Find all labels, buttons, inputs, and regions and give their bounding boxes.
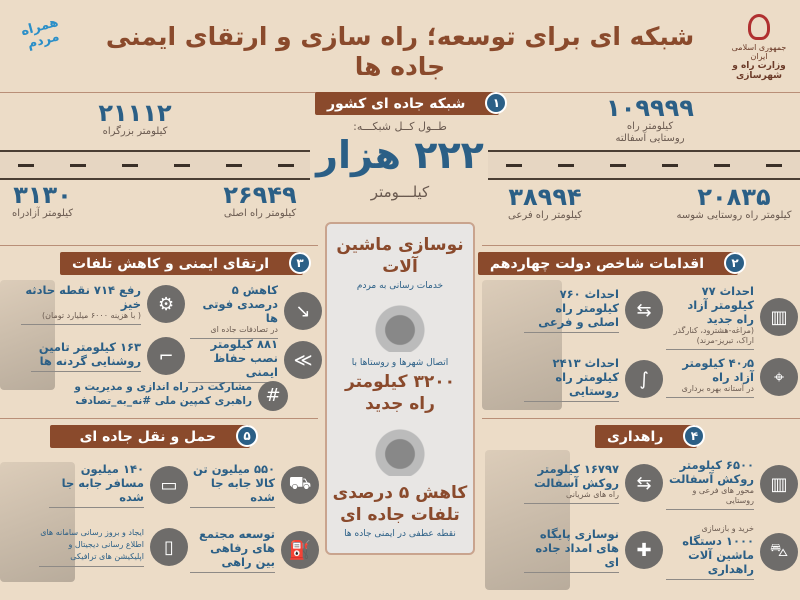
highway-icon: ▥	[760, 298, 798, 336]
list-item: ⇆ ۱۶۷۹۷ کیلومتر روکش آسفالت راه های شریانی	[524, 462, 663, 504]
section4-number: ۴	[683, 425, 705, 447]
list-item: ✚ نوسازی پایگاه های امداد جاده ای	[524, 527, 663, 573]
list-item: ⛽ توسعه مجتمع های رفاهی بین راهی	[190, 527, 319, 573]
bus-icon: ▭	[150, 466, 188, 504]
section2-header	[478, 252, 738, 275]
panel-subtext: اتصال شهرها و روستاها با	[351, 358, 449, 368]
section1-number: ۱	[485, 92, 507, 114]
list-item: ↘ کاهش ۵ درصدی فوتی ها در تصادفات جاده ای	[190, 283, 322, 339]
section2-title: اقدامات شاخص دولت چهاردهم	[489, 255, 704, 272]
list-item: ⌐ ۱۶۳ کیلومتر تامین روشنایی گردنه ها	[31, 337, 185, 375]
guardrail-icon: ≫	[284, 341, 322, 379]
section5-header	[50, 425, 250, 448]
section5-title: حمل و نقل جاده ای	[79, 428, 216, 445]
divider	[0, 245, 318, 246]
campaign-logo: همراه مردم	[19, 14, 61, 53]
ministry-line2: وزارت راه و شهرسازی	[732, 61, 786, 81]
medical-cross-icon: ✚	[625, 531, 663, 569]
stat-freeway: ۳۱۳۰ کیلومتر آزادراه	[11, 181, 73, 219]
road-right	[488, 150, 800, 180]
section3-header	[60, 252, 303, 275]
section1-title: شبکه جاده ای کشور	[327, 95, 466, 112]
list-item: ⛟ ۵۵۰ میلیون تن کالا جابه جا شده	[190, 462, 319, 508]
directions-icon: ⇆	[625, 291, 663, 329]
stat-rural-paved: ۱۰۹۹۹۹ کیلومتر راه روستایی آسفالته	[606, 94, 694, 144]
ministry-line1: جمهوری اسلامی ایران	[731, 43, 787, 61]
section2-number: ۲	[724, 252, 746, 274]
list-item: ▥ ۶۵۰۰ کیلومتر روکش آسفالت محور های فرعی و روستایی	[666, 458, 798, 510]
winding-road-icon: ∫	[625, 360, 663, 398]
hashtag-icon: #	[258, 381, 288, 411]
directions-icon: ⇆	[625, 464, 663, 502]
highway-icon: ▥	[760, 465, 798, 503]
list-item: ⇆ احداث ۷۶۰ کیلومتر راه اصلی و فرعی	[524, 287, 663, 333]
road-roller-illustration	[365, 297, 435, 352]
section4-header	[595, 425, 697, 448]
panel-heading-machinery: نوسازی ماشین آلات	[336, 235, 464, 277]
stat-secondary-road: ۳۸۹۹۴ کیلومتر راه فرعی	[508, 183, 582, 221]
page-title: شبکه ای برای توسعه؛ راه سازی و ارتقای ایمنی جاده ها	[105, 22, 695, 81]
list-item: ⛍ خرید و بازسازی ۱۰۰۰ دستگاه ماشین آلات راهداری	[666, 524, 798, 580]
list-item: ▭ ۱۴۰ میلیون مسافر جابه جا شده	[49, 462, 188, 508]
section3-number: ۳	[289, 252, 311, 274]
smartphone-apps-icon: ▯	[150, 528, 188, 566]
list-item: ⌖ ۴۰٫۵ کیلومتر آزاد راه در آستانه بهره برداری	[666, 356, 798, 398]
machinery-icon: ⛍	[760, 533, 798, 571]
section5-number: ۵	[236, 425, 258, 447]
trend-down-icon: ↘	[284, 292, 322, 330]
section4-title: راهداری	[607, 428, 664, 445]
divider	[482, 245, 800, 246]
list-item: # مشارکت در راه اندازی و مدیریت و راهبری کمپین ملی #نه_به_تصادف	[72, 380, 288, 411]
crashed-car-illustration	[365, 421, 435, 476]
truck-icon: ⛟	[281, 466, 319, 504]
divider	[0, 418, 318, 419]
panel-subtext: خدمات رسانی به مردم	[356, 281, 444, 291]
stat-freeway-big: ۲۱۱۱۲ کیلومتر بزرگراه	[98, 99, 172, 137]
stat-rural-gravel: ۲۰۸۳۵ کیلومتر راه روستایی شوسه	[676, 183, 792, 221]
highlights-panel	[325, 222, 475, 555]
divider	[482, 418, 800, 419]
network-total: طــول کــل شبکـــه: ۲۲۲ هزار کیلـــومتر	[316, 120, 484, 201]
list-item: ▥ احداث ۷۷ کیلومتر آزاد راه جدید (مراغه-هشترود، کنارگذر اراک، تبریز-مرند)	[666, 284, 798, 350]
fuel-pump-icon: ⛽	[281, 531, 319, 569]
section3-title: ارتقای ایمنی و کاهش تلفات	[72, 255, 270, 272]
location-pin-icon: ⌖	[760, 358, 798, 396]
street-light-icon: ⌐	[147, 337, 185, 375]
list-item: ≫ ۸۸۱ کیلومتر نصب حفاظ ایمنی	[188, 337, 322, 383]
list-item: ▯ ایجاد و بروز رسانی سامانه های اطلاع رسانی دیجیتال و اپلیکیشن های ترافیکی	[39, 527, 188, 567]
road-left	[0, 150, 310, 180]
iran-emblem-icon	[748, 14, 770, 40]
section1-header	[315, 92, 499, 115]
panel-subtext: نقطه عطفی در ایمنی جاده ها	[344, 529, 456, 539]
panel-heading-new-roads: ۳۲۰۰ کیلومتر راه جدید	[345, 372, 455, 414]
ministry-logo	[726, 14, 792, 81]
gear-wrench-icon: ⚙	[147, 285, 185, 323]
panel-heading-fatalities: کاهش ۵ درصدی تلفات جاده ای	[332, 483, 468, 525]
stat-main-road: ۲۶۹۴۹ کیلومتر راه اصلی	[223, 181, 297, 219]
list-item: ∫ احداث ۲۴۱۳ کیلومتر راه روستایی	[524, 356, 663, 402]
list-item: ⚙ رفع ۷۱۴ نقطه حادثه خیز ( با هزینه ۶۰۰۰ میلیارد تومان)	[21, 283, 185, 325]
